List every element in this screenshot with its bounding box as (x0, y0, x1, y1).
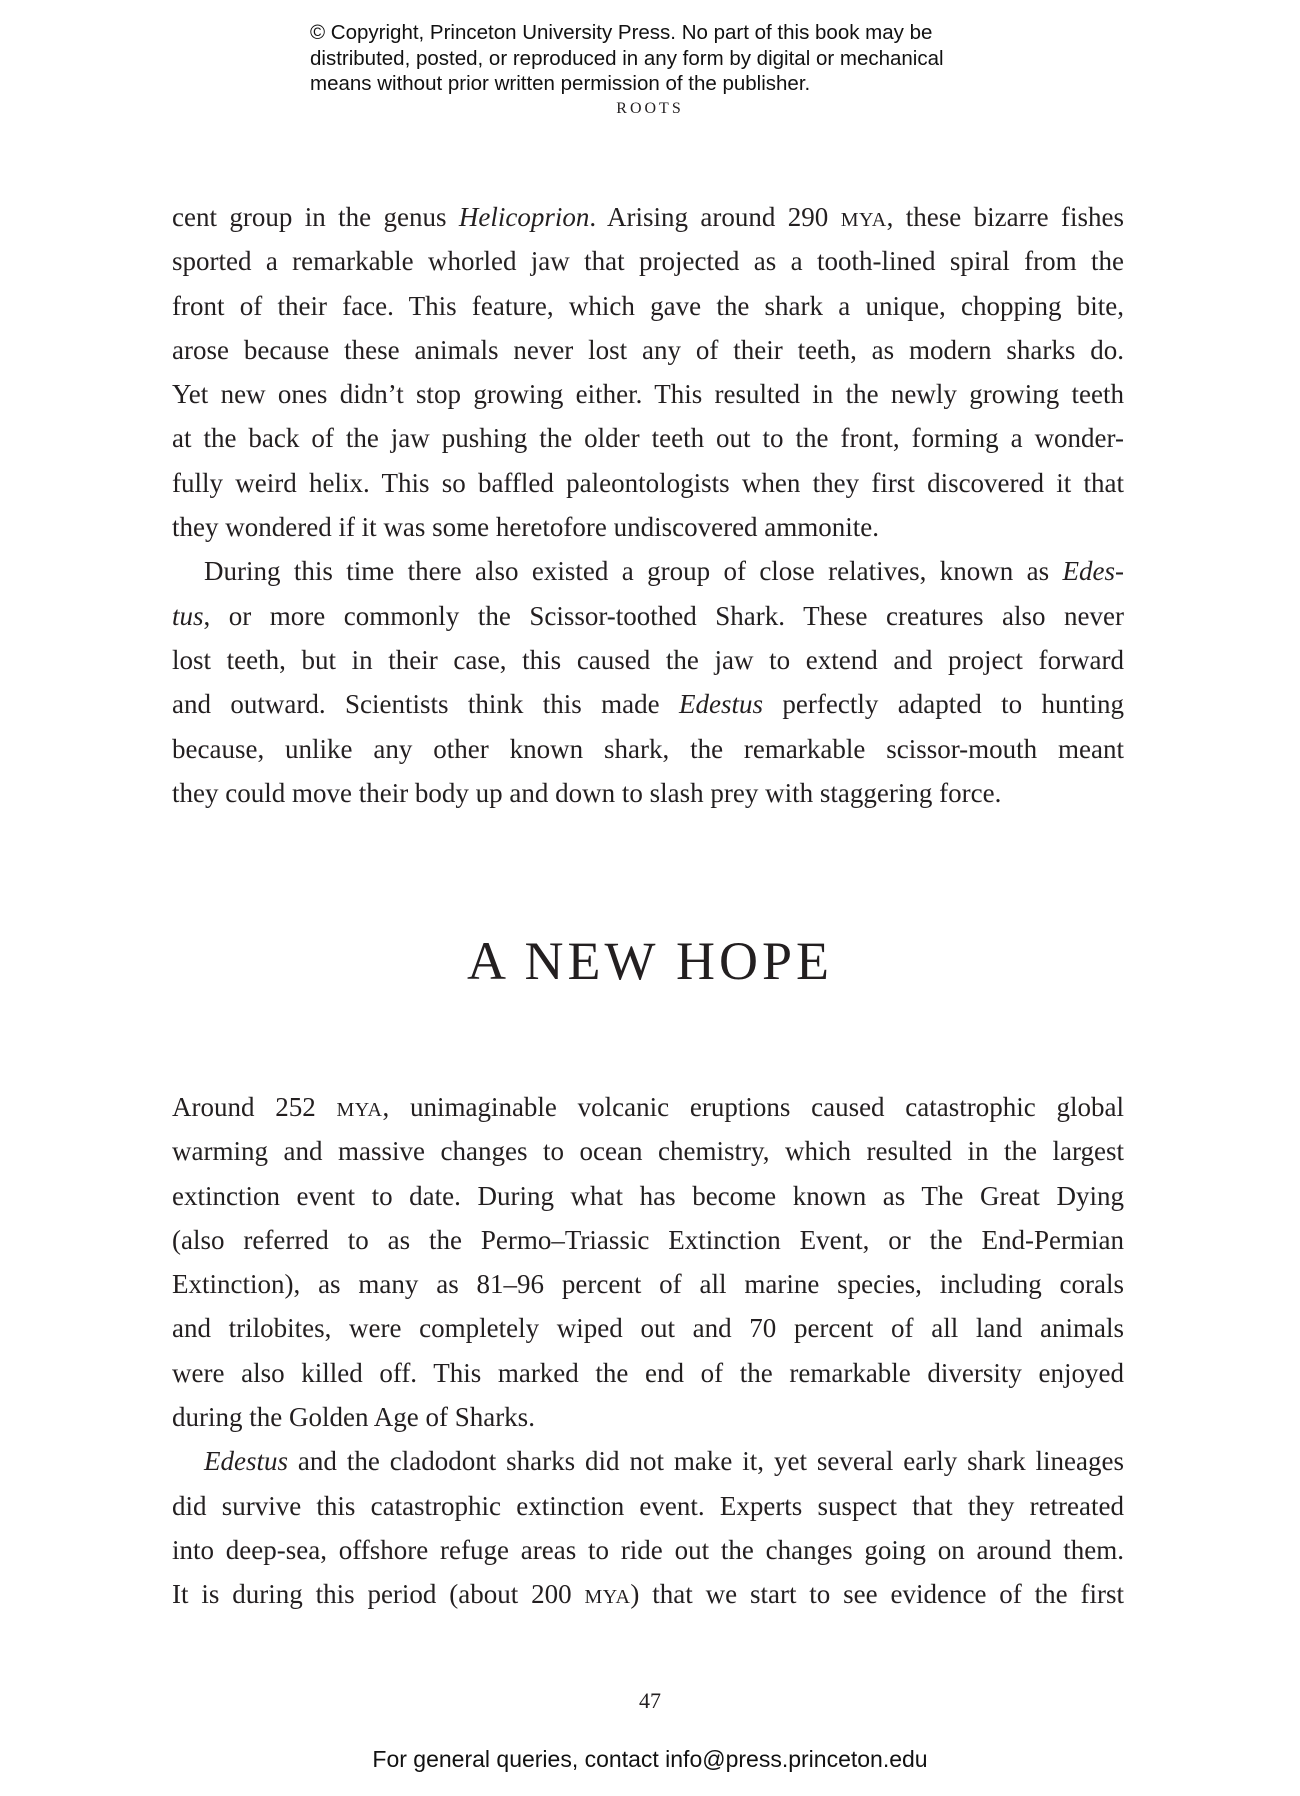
text-line: extinction event to date. During what has become known as The Great Dying (172, 1180, 1124, 1211)
text-line: It is during this period (about 200 MYA) that we start to see evidence of the first (172, 1579, 1124, 1610)
footer-contact: For general queries, contact info@press.princeton.edu (372, 1746, 928, 1772)
text-line: and outward. Scientists think this made Edestus perfectly adapted to hunting (172, 689, 1124, 720)
text-line: Extinction), as many as 81–96 percent of all marine species, including corals (172, 1269, 1124, 1300)
italic-term: Edestus (204, 1446, 288, 1477)
text-line: (also referred to as the Permo–Triassic Extinction Event, or the End-Permian (172, 1224, 1124, 1255)
text-line: During this time there also existed a group of close relatives, known as Edes- (204, 556, 1124, 587)
italic-term: Helicoprion (458, 202, 590, 232)
text-line: Yet new ones didn’t stop growing either. This resulted in the newly growing teeth (172, 379, 1124, 410)
copyright-line: © Copyright, Princeton University Press. No part of this book may be (310, 21, 933, 44)
text-line: arose because these animals never lost any of their teeth, as modern sharks do. (172, 334, 1124, 365)
text-line: did survive this catastrophic extinction event. Experts suspect that they retreated (172, 1490, 1124, 1521)
italic-term: Edestus (679, 689, 764, 720)
running-head: ROOTS (616, 100, 684, 117)
text-line: cent group in the genus Helicoprion. Arising around 290 MYA, these bizarre fishes (172, 202, 1124, 232)
copyright-line: distributed, posted, or reproduced in any form by digital or mechanical (310, 46, 944, 70)
small-caps-abbrev: MYA (336, 1099, 383, 1121)
page-number: 47 (639, 1688, 661, 1713)
text-line: Around 252 MYA, unimaginable volcanic eruptions caused catastrophic global (172, 1092, 1124, 1122)
text-line: they could move their body up and down to slash prey with staggering force. (172, 777, 1002, 808)
copyright-notice (310, 20, 1010, 97)
italic-term: tus (172, 600, 204, 631)
text-line: warming and massive changes to ocean chemistry, which resulted in the largest (172, 1136, 1124, 1167)
italic-term: Edes- (1062, 556, 1124, 587)
text-line: lost teeth, but in their case, this caused the jaw to extend and project forward (172, 644, 1124, 675)
small-caps-abbrev: MYA (584, 1586, 631, 1609)
text-line: into deep-sea, offshore refuge areas to ride out the changes going on around them. (172, 1534, 1124, 1565)
section-heading: A NEW HOPE (466, 931, 833, 991)
body-text-section-2 (172, 1085, 1124, 1617)
body-text-section-1 (172, 195, 1124, 815)
text-line: and trilobites, were completely wiped out and 70 percent of all land animals (172, 1313, 1124, 1344)
text-line: they wondered if it was some heretofore undiscovered ammonite. (172, 512, 880, 543)
text-line: because, unlike any other known shark, the remarkable scissor-mouth meant (172, 733, 1124, 764)
text-line: at the back of the jaw pushing the older teeth out to the front, forming a wonder- (172, 423, 1124, 454)
text-line: were also killed off. This marked the end of the remarkable diversity enjoyed (172, 1357, 1124, 1388)
text-line: sported a remarkable whorled jaw that projected as a tooth-lined spiral from the (172, 246, 1124, 277)
text-line: Edestus and the cladodont sharks did not make it, yet several early shark lineages (204, 1446, 1124, 1477)
text-line: front of their face. This feature, which gave the shark a unique, chopping bite, (172, 290, 1124, 321)
text-line: during the Golden Age of Sharks. (172, 1402, 535, 1433)
small-caps-abbrev: MYA (840, 209, 887, 231)
text-line: tus, or more commonly the Scissor-toothed Shark. These creatures also never (172, 600, 1124, 631)
text-line: fully weird helix. This so baffled paleontologists when they first discovered it that (172, 467, 1124, 498)
copyright-line: means without prior written permission of the publisher. (310, 72, 811, 95)
